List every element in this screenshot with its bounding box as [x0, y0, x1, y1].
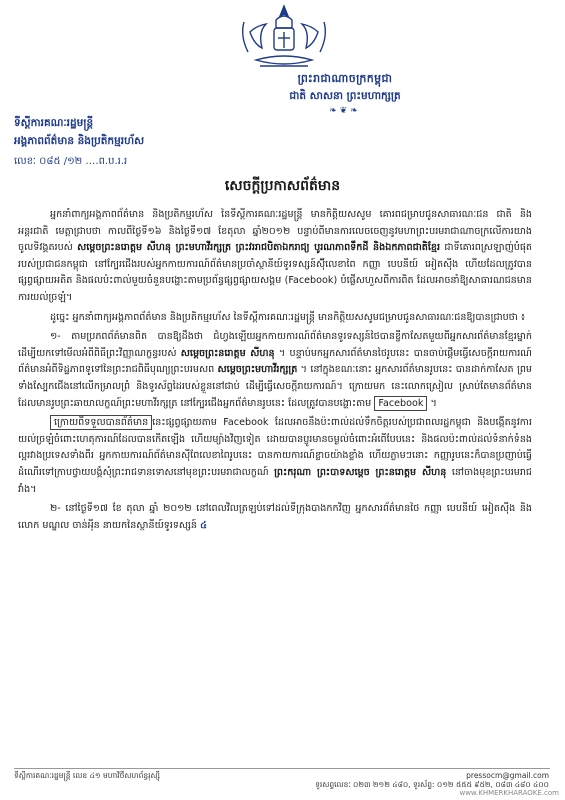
footer-email: pressocm@gmail.com [466, 771, 549, 780]
footer-address: ទីស្តីការគណៈរដ្ឋមន្ត្រី លេខ ៤១ មហាវិថីសហព័ន្ធរុស្ស៊ី [14, 771, 160, 780]
ornament-divider: ❧❦❧ [329, 106, 361, 116]
document-title: សេចក្តីប្រកាសព័ត៌មាន [224, 178, 341, 194]
footer-divider [14, 768, 550, 769]
reference-value: ០៨៥ /១២ ….ព.ប.រ.រ [39, 156, 128, 167]
watermark: www.KHMERKHARAOKE.com [459, 789, 559, 797]
reference-label: លេខៈ [14, 156, 37, 167]
handwritten-mark: ៤ [200, 519, 207, 531]
department-name: អង្គភាពព័ត៌មាន និងប្រតិកម្មរហ័ស [14, 135, 145, 147]
paragraph-1: អ្នកនាំពាក្យអង្គភាពព័ត៌មាន និងប្រតិកម្មរហ័ស នៃទីស្តីការគណៈរដ្ឋមន្ត្រី មានកិត្តិយសសូម គោរពជម្រាបជូនសាធារណៈជន ជាតិ និងអន្តរជាតិ មេត្តាជ្រាបថា កាលពីថ្ងៃទី១៦ និងថ្ងៃទី១៧ ខែតុលា ឆ្នាំ២០១២ បន្ទាប់ពីមានការលេចចេញនូវមហាព្រះបរមរាជាណាចក្រលើការយាងចូលទិវង្គតរបស់ សម្តេចព្រះនរោត្តម សីហនុ ព្រះមហាវីរក្សត្រ ព្រះវររាជបិតាឯករាជ្យ បូរណភាពទឹកដី និងឯកភាពជាតិខ្មែរ ជាទីគោរពស្រឡាញ់បំផុតរបស់ប្រជាជនកម្ពុជា នៅក្បែរជើងរបស់អ្នកកាយការណ៍ព័ត៌មានប្រចាំស្ថានីយ៍ទូរទស្សន៍ស៊ុីលេខាពៃ កញ្ញា បេបនីយ៍ អៀតស៊ីង ហើយដែលត្រូវបានផ្សព្វផ្សាយអតិត និងផលប៉ះពាល់មួយចំនួនបង្ហោះតាមប្រព័ន្ធផ្សព្វផ្សាយសង្គម (Facebook) បំផ្លើសហួសពីការពិត ដែលអាចនាំឱ្យសាធារណជនមានការយល់ច្រឡំ។ [18, 209, 533, 303]
reference-number [14, 154, 144, 169]
footer-phone: ទូរសព្ទលេខៈ ០២៣ ២១២ ៤៨០, ទូរស័ព្ទ: ០១២ ៥៥៥ ៩៥២, ០៨៣ ៤៨០ ៤០០ [315, 780, 549, 789]
ministry-name: ទីស្តីការគណៈរដ្ឋមន្ត្រី [14, 117, 94, 129]
paragraph-3: ១- តាមប្រភពព័ត៌មានពិត បានឱ្យដឹងថា ជំហ្វងឡើយអ្នកកាយការណ៍ព័ត៌មានទូរទស្សន៍ថៃបានខ្ចីកាសែតមួយពីអ្នកសារព័ត៌មានខ្មែរម្នាក់ ដើម្បីយកទៅមើលអំពីពិធីព្រះវិញ្ញាណក្ខន្ធរបស់ សម្តេចព្រះនរោត្តម សីហនុ ។ បន្ទាប់មកអ្នកសារព័ត៌មានថៃរូបនេះ បានចាប់ផ្តើមធ្វើសេចក្តីរាយការណ៍ព័ត៌មានអំពីទិដ្ឋភាពទូទៅនៃព្រះរាជពិធីបុណ្យព្រះបរមសព សម្តេចព្រះមហាវីរក្សត្រ ។ នៅក្នុងខណៈនោះ អ្នកសារព័ត៌មានរូបនេះ បានដាក់កាសែត ព្រមទាំងស្បែកជើងនៅលើកម្រាលព្រំ និងទូរស័ព្ទដៃរបស់ខ្លួននៅជាប់ ដើម្បីធ្វើសេចក្តីរាយការណ៍។ ក្រោយមក នេះលោកស្រៀល ស្រាប់តែមានព័ត៌មានដែលមានរូបព្រះឆាយាលក្ខណ៍ព្រះមហាវីរក្សត្រ នៅក្បែរជើងអ្នកព័ត៌មានរូបនេះ ដែលត្រូវបានបង្ហោះតាម Facebook ។ [18, 331, 532, 409]
kingdom-header [270, 72, 420, 116]
issuer-header [14, 117, 144, 169]
kingdom-name: ព្រះរាជាណាចក្រកម្ពុជា [297, 72, 393, 85]
footer-contact [315, 771, 549, 791]
kingdom-motto: ជាតិ សាសនា ព្រះមហាក្សត្រ [289, 90, 401, 102]
paragraph-5: ២- នៅថ្ងៃទី១៧ ខែ តុលា ឆ្នាំ ២០១២ នៅពេលវិលត្រឡប់ទៅដល់ទីក្រុងបាងកកវិញ អ្នកសារព័ត៌មានថៃ កញ្ញា បេបនីយ៍ អៀតស៊ីង និងលោក មណ្ឌល ចាន់អុីន នាយកនៃស្ថានីយ៍ទូរទស្សន៍ ៤ [18, 503, 532, 531]
paragraph-4: ក្រោយពីទទួលបានព័ត៌មាន នេះផ្សព្វផ្សាយតាម Facebook ដែលអាចនឹងប៉ះពាល់ដល់ទឹកចិត្តរបស់ប្រជាពលរដ្ឋកម្ពុជា និងបង្កើតនូវការយល់ច្រឡំចំពោះហេតុការណ៍ដែលបានកើតឡើង ហើយម្យ៉ាងវិញទៀត ដោយបានប្ញូរមានចម្ងល់ចំពោះអំពើបែបនេះ និងផលប៉ះពាល់ដល់ទំនាក់ទំនងល្អរវាងប្រទេសទាំងពីរ អ្នកកាយការណ៍ព័ត៌មានស៊ីពែលេខាពៃរូបនេះ បានកាយការណ៍ខ្លាចយ៉ាងខ្លាំង ហើយភ្លាមៗនោះ កញ្ញារូបនេះក៏បានប្រញាប់ធ្វើដំណើរទៅក្រាបថ្វាយបង្គំសុំព្រះរាជទានទោសនៅមុខព្រះបរមរាជាលក្ខណ៍ ព្រះករុណា ព្រះបាទសម្តេច ព្រះនរោត្តម សីហនុ នៅចាងមុខព្រះបរមរាជវាំង។ [18, 417, 533, 495]
boxed-phrase: ក្រោយពីទទួលបានព័ត៌មាន [50, 415, 152, 430]
royal-emblem-icon [236, 2, 332, 74]
document-body [18, 207, 532, 537]
bold-royal-name: សម្តេចព្រះនរោត្តម សីហនុ ព្រះមហាវីរក្សត្រ ព្រះវររាជបិតាឯករាជ្យ បូរណភាពទឹកដី និងឯកភាពជាតិខ្មែរ [77, 242, 441, 254]
paragraph-2: ដូច្នេះ អ្នកនាំពាក្យអង្គភាពព័ត៌មាន និងប្រតិកម្មរហ័ស នៃទីស្តីការគណៈរដ្ឋមន្ត្រី មានកិត្តិយសសូមជម្រាបជូនសាធារណៈជនឱ្យបានជ្រាបថា ៖ [50, 311, 526, 323]
boxed-facebook: Facebook [374, 396, 427, 411]
